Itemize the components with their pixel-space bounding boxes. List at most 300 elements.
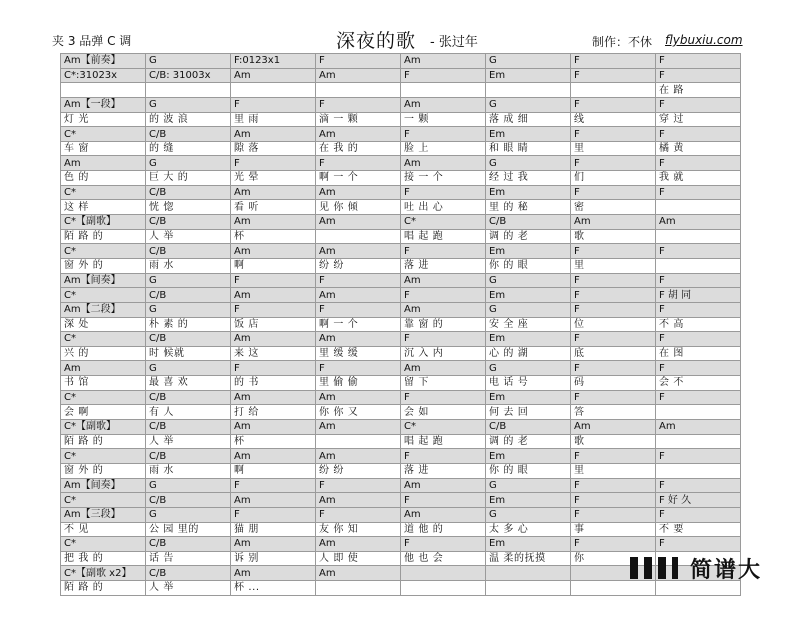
chord-cell: F — [571, 361, 656, 376]
chord-row — [61, 288, 741, 303]
chord-cell: C* — [61, 390, 146, 405]
chord-cell: G — [486, 54, 571, 69]
capo-note: 夹 3 品弹 C 调 — [52, 34, 132, 48]
lyric-cell: 唱 起 跑 — [401, 229, 486, 244]
lyric-row — [61, 141, 741, 156]
lyric-cell: 公 园 里的 — [146, 522, 231, 537]
chord-cell: C/B — [146, 537, 231, 552]
lyric-cell: 啊 一 个 — [316, 317, 401, 332]
chord-cell: F — [401, 127, 486, 142]
lyric-cell: 里 — [571, 258, 656, 273]
chord-cell: F — [571, 478, 656, 493]
chord-cell: F — [231, 97, 316, 112]
chord-cell — [401, 566, 486, 581]
lyric-cell: 里 — [571, 463, 656, 478]
chord-cell: Em — [486, 185, 571, 200]
chord-cell: G — [486, 507, 571, 522]
lyric-cell: 话 告 — [146, 551, 231, 566]
lyric-cell: 窗 外 的 — [61, 463, 146, 478]
lyric-cell: 他 也 会 — [401, 551, 486, 566]
chord-cell: C/B — [146, 493, 231, 508]
chord-cell: F 好 久 — [656, 493, 741, 508]
lyric-cell: 你 的 眼 — [486, 463, 571, 478]
lyric-cell: 里 缓 缓 — [316, 346, 401, 361]
chord-cell — [486, 566, 571, 581]
chord-cell: G — [146, 361, 231, 376]
lyric-cell: 道 他 的 — [401, 522, 486, 537]
chord-cell: Am — [401, 302, 486, 317]
lyric-cell: 靠 窗 的 — [401, 317, 486, 332]
watermark — [630, 553, 800, 589]
chord-cell: C* — [61, 185, 146, 200]
chord-cell: Am — [231, 215, 316, 230]
chord-row — [61, 537, 741, 552]
chord-cell: F — [656, 478, 741, 493]
lyric-cell: 时 候就 — [146, 346, 231, 361]
chord-cell: Am — [401, 156, 486, 171]
lyric-cell: 落 进 — [401, 463, 486, 478]
chord-cell: C/B — [486, 420, 571, 435]
lyric-cell — [656, 463, 741, 478]
chord-cell: G — [486, 97, 571, 112]
chord-cell: Em — [486, 493, 571, 508]
chord-cell: F — [656, 244, 741, 259]
lyric-cell: 饭 店 — [231, 317, 316, 332]
chord-cell: Am — [231, 288, 316, 303]
chord-cell: F — [401, 449, 486, 464]
lyric-cell: 调 的 老 — [486, 229, 571, 244]
lyric-cell — [316, 434, 401, 449]
lyric-cell: 和 眼 睛 — [486, 141, 571, 156]
lyric-cell: 你 的 眼 — [486, 258, 571, 273]
chord-cell: Am — [401, 507, 486, 522]
chord-cell: Am — [316, 566, 401, 581]
chord-cell: Am — [231, 68, 316, 83]
chord-cell: F — [656, 507, 741, 522]
chord-row — [61, 54, 741, 69]
lyric-cell: 脸 上 — [401, 141, 486, 156]
lyric-row — [61, 376, 741, 391]
chord-cell: Am【前奏】 — [61, 54, 146, 69]
lyric-cell: 你 — [571, 551, 656, 566]
chord-cell: Am — [656, 420, 741, 435]
lyric-cell: 把 我 的 — [61, 551, 146, 566]
lyric-cell: 码 — [571, 376, 656, 391]
chord-cell: F — [231, 302, 316, 317]
chord-cell: G — [146, 273, 231, 288]
lyric-cell: 底 — [571, 346, 656, 361]
lyric-cell: 巨 大 的 — [146, 171, 231, 186]
chord-cell: F — [656, 68, 741, 83]
lyric-cell: 打 给 — [231, 405, 316, 420]
lyric-cell: 会 不 — [656, 376, 741, 391]
chord-cell: F — [401, 390, 486, 405]
lyric-cell — [401, 581, 486, 596]
chord-cell: Em — [486, 288, 571, 303]
sheet-header — [0, 0, 800, 52]
chord-cell: Am【三段】 — [61, 507, 146, 522]
lyric-row — [61, 434, 741, 449]
chord-cell: Am — [401, 273, 486, 288]
lyric-row — [61, 463, 741, 478]
chord-cell: F — [231, 507, 316, 522]
lyric-cell: 人 举 — [146, 581, 231, 596]
chord-cell: F — [656, 127, 741, 142]
lyric-cell: 纷 纷 — [316, 463, 401, 478]
chord-cell: F — [571, 68, 656, 83]
lyric-cell: 友 你 知 — [316, 522, 401, 537]
chord-cell: C/B — [146, 390, 231, 405]
chord-cell: Am【二段】 — [61, 302, 146, 317]
lyric-cell: 兴 的 — [61, 346, 146, 361]
chord-cell: Am — [61, 361, 146, 376]
chord-cell: Am — [231, 390, 316, 405]
chord-cell: F — [571, 288, 656, 303]
lyric-cell: 诉 别 — [231, 551, 316, 566]
chord-cell: Am — [401, 54, 486, 69]
chord-cell: F — [571, 390, 656, 405]
lyric-cell: 啊 一 个 — [316, 171, 401, 186]
chord-cell: F — [571, 507, 656, 522]
lyric-cell — [656, 200, 741, 215]
chord-cell: G — [146, 156, 231, 171]
lyric-cell: 人 举 — [146, 434, 231, 449]
chord-cell: F — [316, 507, 401, 522]
lyric-cell: 留 下 — [401, 376, 486, 391]
chord-cell: Am — [231, 127, 316, 142]
lyric-cell: 心 的 湖 — [486, 346, 571, 361]
chord-cell: F — [656, 361, 741, 376]
lyric-cell: 里 雨 — [231, 112, 316, 127]
chord-cell: Am — [316, 68, 401, 83]
lyric-cell: 会 啊 — [61, 405, 146, 420]
lyric-row — [61, 112, 741, 127]
chord-cell: F — [231, 273, 316, 288]
chord-cell: Am【间奏】 — [61, 273, 146, 288]
chord-cell: F — [571, 273, 656, 288]
chord-cell: Am — [316, 449, 401, 464]
chord-cell: Em — [486, 390, 571, 405]
chord-cell: F — [656, 390, 741, 405]
chord-cell: Am — [231, 566, 316, 581]
chord-cell: C/B — [146, 244, 231, 259]
chord-cell: C*:31023x — [61, 68, 146, 83]
lyric-cell: 灯 光 — [61, 112, 146, 127]
chord-cell: F — [656, 97, 741, 112]
lyric-cell: 陌 路 的 — [61, 581, 146, 596]
lyric-cell — [146, 83, 231, 98]
lyric-cell: 里 的 秘 — [486, 200, 571, 215]
lyric-cell: 杯 — [231, 229, 316, 244]
chord-cell: F — [656, 156, 741, 171]
chord-cell: C/B: 31003x — [146, 68, 231, 83]
lyric-cell: 雨 水 — [146, 463, 231, 478]
lyric-cell: 唱 起 跑 — [401, 434, 486, 449]
lyric-cell — [656, 405, 741, 420]
chord-cell: F — [401, 537, 486, 552]
chord-cell: Am — [231, 537, 316, 552]
lyric-cell — [571, 83, 656, 98]
chord-cell: G — [486, 361, 571, 376]
lyric-cell: 的 波 浪 — [146, 112, 231, 127]
chord-row — [61, 332, 741, 347]
lyric-cell: 深 处 — [61, 317, 146, 332]
maker-credit: 制作：不休 — [592, 35, 653, 49]
chord-cell: Am — [231, 449, 316, 464]
chord-cell: F — [656, 273, 741, 288]
lyric-cell: 啊 — [231, 258, 316, 273]
chord-cell: C* — [61, 537, 146, 552]
chord-cell: F — [401, 185, 486, 200]
chord-cell: F 胡 同 — [656, 288, 741, 303]
lyric-cell: 最 喜 欢 — [146, 376, 231, 391]
chord-cell: C* — [401, 420, 486, 435]
lyric-cell: 的 书 — [231, 376, 316, 391]
watermark-text: 简谱大 — [690, 558, 763, 583]
chord-cell: F — [316, 97, 401, 112]
chord-cell: C/B — [146, 185, 231, 200]
chord-cell: C* — [61, 288, 146, 303]
chord-cell: F — [316, 361, 401, 376]
chord-cell: F — [571, 449, 656, 464]
chord-cell: Am — [316, 537, 401, 552]
chord-row — [61, 156, 741, 171]
lyric-cell: 色 的 — [61, 171, 146, 186]
lyric-cell: 落 成 细 — [486, 112, 571, 127]
lyric-cell: 在 图 — [656, 346, 741, 361]
chord-cell: F — [401, 493, 486, 508]
lyric-row — [61, 346, 741, 361]
chord-cell: C/B — [146, 420, 231, 435]
chord-cell: F — [401, 244, 486, 259]
chord-row — [61, 361, 741, 376]
lyric-cell: 歌 — [571, 229, 656, 244]
chord-cell: Am — [61, 156, 146, 171]
chord-cell: F — [656, 185, 741, 200]
chord-cell: Am — [231, 185, 316, 200]
lyric-cell: 何 去 回 — [486, 405, 571, 420]
lyric-cell: 朴 素 的 — [146, 317, 231, 332]
lyric-cell — [401, 83, 486, 98]
chord-cell: C* — [61, 332, 146, 347]
lyric-cell: 位 — [571, 317, 656, 332]
lyric-cell: 陌 路 的 — [61, 229, 146, 244]
chord-cell: Am — [316, 185, 401, 200]
chord-cell: F — [656, 332, 741, 347]
chord-cell: F — [316, 302, 401, 317]
chord-cell: C/B — [146, 127, 231, 142]
chord-cell: F — [571, 332, 656, 347]
chord-cell: Am — [231, 332, 316, 347]
lyric-cell: 调 的 老 — [486, 434, 571, 449]
lyric-cell: 滴 一 颗 — [316, 112, 401, 127]
lyric-cell: 在 我 的 — [316, 141, 401, 156]
chord-cell: C* — [61, 493, 146, 508]
chord-cell: F — [316, 156, 401, 171]
chord-cell: F — [571, 537, 656, 552]
lyric-cell: 电 话 号 — [486, 376, 571, 391]
chord-cell: Am — [316, 244, 401, 259]
chord-cell: F — [231, 478, 316, 493]
lyric-cell: 沉 入 内 — [401, 346, 486, 361]
chord-cell: F — [316, 478, 401, 493]
chord-cell: Am — [401, 361, 486, 376]
song-author: - 张过年 — [430, 35, 478, 50]
chord-cell: Em — [486, 537, 571, 552]
chord-cell: C* — [401, 215, 486, 230]
lyric-cell — [656, 229, 741, 244]
lyric-cell: 太 多 心 — [486, 522, 571, 537]
lyric-cell: 猫 朋 — [231, 522, 316, 537]
lyric-cell: 我 就 — [656, 171, 741, 186]
chord-cell: Am — [316, 493, 401, 508]
chord-cell: F — [401, 68, 486, 83]
chord-sheet-table — [60, 53, 741, 596]
chord-cell: Em — [486, 332, 571, 347]
chord-cell: C*【副歌】 — [61, 215, 146, 230]
chord-cell: F — [231, 361, 316, 376]
chord-cell: Am【间奏】 — [61, 478, 146, 493]
lyric-row — [61, 405, 741, 420]
lyric-cell — [656, 258, 741, 273]
lyric-cell: 隙 落 — [231, 141, 316, 156]
chord-cell: G — [486, 156, 571, 171]
chord-cell: F — [571, 185, 656, 200]
lyric-cell — [231, 83, 316, 98]
chord-cell: F — [656, 537, 741, 552]
lyric-cell: 人 即 使 — [316, 551, 401, 566]
chord-cell: C*【副歌 x2】 — [61, 566, 146, 581]
chord-cell: Am — [316, 127, 401, 142]
chord-cell: C/B — [146, 288, 231, 303]
chord-cell: F — [656, 302, 741, 317]
lyric-cell: 这 样 — [61, 200, 146, 215]
lyric-cell: 密 — [571, 200, 656, 215]
lyric-cell: 经 过 我 — [486, 171, 571, 186]
chord-cell: G — [146, 507, 231, 522]
chord-cell: Am — [656, 215, 741, 230]
lyric-row — [61, 258, 741, 273]
lyric-cell — [656, 434, 741, 449]
lyric-cell: 陌 路 的 — [61, 434, 146, 449]
chord-cell: C/B — [146, 449, 231, 464]
chord-cell: Am — [316, 215, 401, 230]
lyric-cell: 歌 — [571, 434, 656, 449]
chord-cell: Am — [316, 332, 401, 347]
chord-cell: C/B — [146, 566, 231, 581]
lyric-cell: 事 — [571, 522, 656, 537]
lyric-cell: 不 见 — [61, 522, 146, 537]
lyric-cell: 杯 — [231, 434, 316, 449]
lyric-cell: 安 全 座 — [486, 317, 571, 332]
chord-row — [61, 68, 741, 83]
chord-cell: C/B — [486, 215, 571, 230]
site-link[interactable]: flybuxiu.com — [665, 33, 743, 47]
lyric-cell: 有 人 — [146, 405, 231, 420]
chord-row — [61, 273, 741, 288]
lyric-cell: 来 这 — [231, 346, 316, 361]
lyric-cell: 落 进 — [401, 258, 486, 273]
chord-cell: F — [401, 288, 486, 303]
lyric-cell: 温 柔的抚摸 — [486, 551, 571, 566]
chord-cell: C* — [61, 244, 146, 259]
lyric-cell: 的 缝 — [146, 141, 231, 156]
lyric-cell: 不 要 — [656, 522, 741, 537]
chord-cell: Am — [316, 390, 401, 405]
lyric-cell: 书 馆 — [61, 376, 146, 391]
chord-row — [61, 215, 741, 230]
chord-row — [61, 449, 741, 464]
lyric-cell: 窗 外 的 — [61, 258, 146, 273]
chord-cell: C/B — [146, 332, 231, 347]
chord-cell: F — [571, 244, 656, 259]
lyric-cell — [316, 229, 401, 244]
lyric-cell: 在 路 — [656, 83, 741, 98]
lyric-row — [61, 229, 741, 244]
lyric-cell: 光 晕 — [231, 171, 316, 186]
lyric-cell — [61, 83, 146, 98]
chord-cell: Am — [316, 288, 401, 303]
lyric-cell: 一 颗 — [401, 112, 486, 127]
chord-row — [61, 127, 741, 142]
chord-cell: Am — [231, 493, 316, 508]
lyric-cell: 车 窗 — [61, 141, 146, 156]
lyric-cell: 雨 水 — [146, 258, 231, 273]
chord-cell: Am — [231, 420, 316, 435]
chord-cell: Am — [571, 215, 656, 230]
chord-cell: G — [486, 302, 571, 317]
lyric-cell: 恍 惚 — [146, 200, 231, 215]
chord-cell: Am — [571, 420, 656, 435]
chord-row — [61, 478, 741, 493]
lyric-row — [61, 83, 741, 98]
chord-cell: G — [486, 478, 571, 493]
chord-cell: Am — [401, 478, 486, 493]
lyric-cell: 啊 — [231, 463, 316, 478]
chord-cell: F — [316, 273, 401, 288]
lyric-cell: 杯 ... — [231, 581, 316, 596]
chord-cell: Em — [486, 244, 571, 259]
lyric-cell — [316, 581, 401, 596]
chord-cell: G — [146, 302, 231, 317]
chord-cell: F — [656, 449, 741, 464]
chord-cell: G — [146, 478, 231, 493]
chord-cell: Em — [486, 127, 571, 142]
chord-cell: C/B — [146, 215, 231, 230]
chord-cell: F:0123x1 — [231, 54, 316, 69]
chord-cell: G — [486, 273, 571, 288]
lyric-cell — [316, 83, 401, 98]
chord-cell: Am — [401, 97, 486, 112]
lyric-row — [61, 171, 741, 186]
chord-cell: F — [571, 54, 656, 69]
chord-row — [61, 185, 741, 200]
chord-sheet-body — [61, 54, 741, 596]
lyric-cell: 纷 纷 — [316, 258, 401, 273]
chord-row — [61, 244, 741, 259]
chord-cell: Am — [231, 244, 316, 259]
chord-cell: Am — [316, 420, 401, 435]
song-title: 深夜的歌 — [336, 30, 417, 52]
lyric-cell: 们 — [571, 171, 656, 186]
chord-cell: F — [571, 97, 656, 112]
lyric-cell: 你 你 又 — [316, 405, 401, 420]
lyric-cell: 线 — [571, 112, 656, 127]
chord-cell: Em — [486, 449, 571, 464]
chord-cell: F — [656, 54, 741, 69]
chord-row — [61, 507, 741, 522]
chord-cell: F — [571, 127, 656, 142]
